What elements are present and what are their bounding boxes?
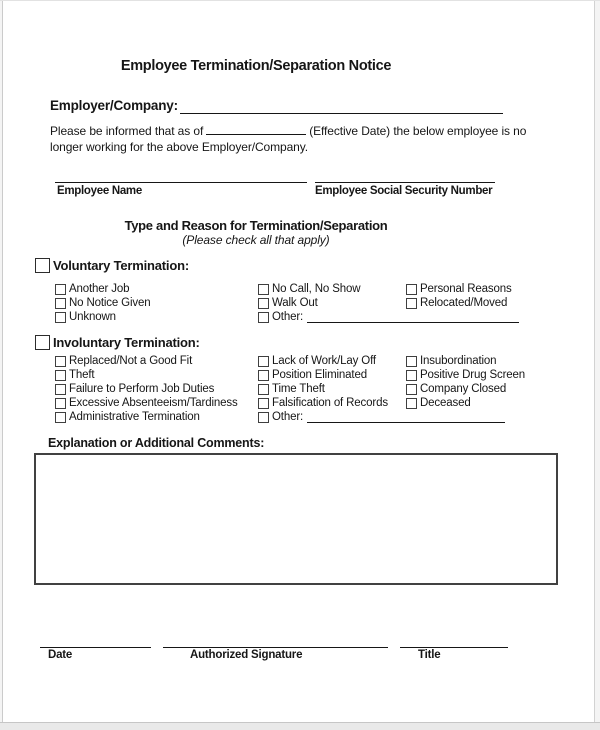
checkbox[interactable]: [258, 412, 269, 423]
checkbox[interactable]: [258, 284, 269, 295]
checkbox-row: [55, 368, 238, 382]
intro-line-2: longer working for the above Employer/Company.: [50, 140, 308, 154]
checkbox[interactable]: [406, 384, 417, 395]
voluntary-column-3: [406, 282, 512, 310]
checkbox-label: Unknown: [69, 311, 116, 323]
checkbox-label: No Notice Given: [69, 297, 151, 309]
scan-margin-bottom: [0, 723, 600, 730]
checkbox[interactable]: [55, 398, 66, 409]
checkbox-label: Failure to Perform Job Duties: [69, 383, 215, 395]
involuntary-section-header: [35, 335, 200, 350]
page-edge-top: [0, 0, 600, 1]
involuntary-header-label: Involuntary Termination:: [53, 335, 200, 350]
title-line[interactable]: [400, 647, 508, 661]
page-edge-left: [2, 1, 3, 722]
involuntary-checkbox[interactable]: [35, 335, 50, 350]
checkbox-row-other: [258, 410, 505, 424]
checkbox-row: [55, 396, 238, 410]
checkbox-label: Relocated/Moved: [420, 297, 508, 309]
page-edge-right: [594, 1, 595, 722]
comments-label: Explanation or Additional Comments:: [48, 436, 265, 450]
checkbox-row: [55, 310, 150, 324]
checkbox-row: [55, 354, 238, 368]
checkbox[interactable]: [55, 356, 66, 367]
involuntary-column-3: [406, 354, 525, 410]
checkbox-row: [406, 382, 525, 396]
comments-box[interactable]: [34, 453, 558, 585]
employer-blank-line[interactable]: [180, 97, 503, 114]
checkbox-row: [406, 354, 525, 368]
employee-name-label: Employee Name: [57, 185, 142, 197]
checkbox[interactable]: [406, 298, 417, 309]
checkbox[interactable]: [406, 370, 417, 381]
other-blank-line[interactable]: [307, 312, 519, 323]
checkbox[interactable]: [258, 398, 269, 409]
checkbox[interactable]: [55, 384, 66, 395]
reason-subheading: (Please check all that apply): [182, 233, 330, 247]
checkbox-row: [55, 282, 150, 296]
voluntary-column-1: [55, 282, 150, 324]
employee-name-line[interactable]: [55, 182, 307, 197]
checkbox-row: [406, 368, 525, 382]
employer-label: Employer/Company:: [50, 98, 178, 113]
checkbox-label: Falsification of Records: [272, 397, 388, 409]
authorized-signature-label: Authorized Signature: [190, 649, 303, 661]
checkbox-label: Replaced/Not a Good Fit: [69, 355, 193, 367]
authorized-signature-line[interactable]: [163, 647, 388, 661]
checkbox[interactable]: [258, 356, 269, 367]
checkbox-label: Personal Reasons: [420, 283, 512, 295]
checkbox-row: [406, 296, 512, 310]
date-line[interactable]: [40, 647, 151, 661]
checkbox-label: Time Theft: [272, 383, 325, 395]
intro-line-1: [50, 123, 570, 139]
checkbox[interactable]: [55, 412, 66, 423]
checkbox[interactable]: [406, 284, 417, 295]
reason-heading: Type and Reason for Termination/Separation: [124, 218, 388, 233]
checkbox-label: Another Job: [69, 283, 130, 295]
checkbox-row: [55, 296, 150, 310]
voluntary-header-label: Voluntary Termination:: [53, 258, 189, 273]
checkbox-label: Excessive Absenteeism/Tardiness: [69, 397, 238, 409]
checkbox-label: Administrative Termination: [69, 411, 200, 423]
employer-field: [50, 95, 503, 114]
checkbox-label: Deceased: [420, 397, 471, 409]
voluntary-checkbox[interactable]: [35, 258, 50, 273]
checkbox[interactable]: [258, 384, 269, 395]
employee-ssn-line[interactable]: [315, 182, 495, 197]
checkbox[interactable]: [258, 370, 269, 381]
intro-text-before: Please be informed that as of: [50, 124, 204, 138]
checkbox-label: Lack of Work/Lay Off: [272, 355, 376, 367]
checkbox-row: [406, 282, 512, 296]
employee-ssn-label: Employee Social Security Number: [315, 185, 493, 197]
intro-text-after: (Effective Date) the below employee is no: [309, 124, 527, 138]
checkbox-label: Insubordination: [420, 355, 497, 367]
voluntary-section-header: [35, 258, 189, 273]
checkbox[interactable]: [406, 356, 417, 367]
checkbox-row: [406, 396, 525, 410]
other-label: Other:: [272, 311, 304, 323]
checkbox-label: Theft: [69, 369, 95, 381]
checkbox-row: [55, 410, 238, 424]
checkbox[interactable]: [258, 298, 269, 309]
checkbox-label: No Call, No Show: [272, 283, 361, 295]
checkbox[interactable]: [55, 370, 66, 381]
other-blank-line[interactable]: [307, 412, 505, 423]
title-label: Title: [418, 649, 441, 661]
checkbox-row-other: [258, 310, 519, 324]
involuntary-column-1: [55, 354, 238, 424]
checkbox-label: Positive Drug Screen: [420, 369, 526, 381]
effective-date-blank[interactable]: [206, 123, 306, 135]
checkbox[interactable]: [406, 398, 417, 409]
checkbox[interactable]: [258, 312, 269, 323]
checkbox-label: Position Eliminated: [272, 369, 367, 381]
page-edge-bottom: [0, 722, 600, 723]
date-label: Date: [48, 649, 73, 661]
intro-paragraph: [50, 123, 570, 155]
checkbox-label: Walk Out: [272, 297, 318, 309]
checkbox-label: Company Closed: [420, 383, 507, 395]
page-title: Employee Termination/Separation Notice: [120, 58, 392, 74]
checkbox-row: [55, 382, 238, 396]
checkbox[interactable]: [55, 312, 66, 323]
checkbox[interactable]: [55, 298, 66, 309]
scan-margin-right: [595, 0, 600, 723]
other-label: Other:: [272, 411, 304, 423]
checkbox[interactable]: [55, 284, 66, 295]
